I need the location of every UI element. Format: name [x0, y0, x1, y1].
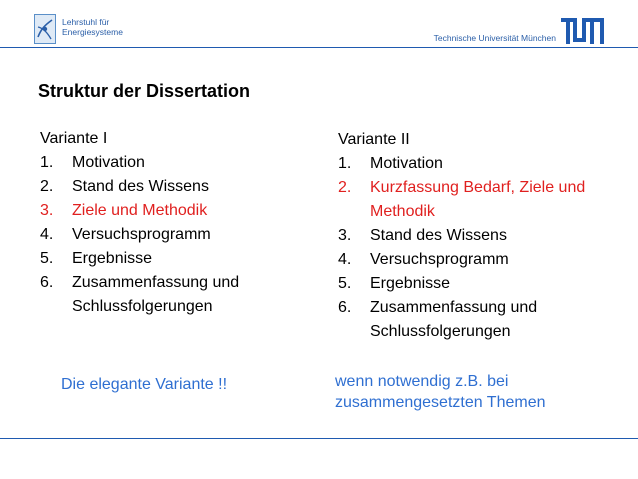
item-text: Versuchsprogramm — [370, 251, 509, 268]
item-number: 2. — [40, 178, 54, 195]
item-number: 4. — [338, 251, 352, 268]
variant-1-note: Die elegante Variante !! — [61, 376, 228, 393]
item-number: 3. — [338, 227, 352, 244]
list-item-highlighted — [38, 199, 308, 223]
list-item — [336, 152, 636, 176]
list-item — [38, 247, 308, 271]
tum-logo-icon — [561, 18, 605, 49]
item-number: 4. — [40, 226, 54, 243]
list-item — [336, 224, 636, 248]
item-text: Versuchsprogramm — [72, 226, 211, 243]
item-number: 5. — [40, 250, 54, 267]
item-text: Zusammenfassung und Schlussfolgerungen — [72, 274, 240, 315]
item-number: 1. — [338, 155, 352, 172]
item-text: Stand des Wissens — [370, 227, 507, 244]
item-number: 3. — [40, 202, 54, 219]
item-text: Ergebnisse — [370, 275, 451, 292]
list-item — [38, 223, 308, 247]
list-item — [336, 272, 636, 296]
variant-2-note: wenn notwendig z.B. bei zusammengesetzten Themen — [335, 373, 546, 411]
item-number: 6. — [40, 274, 54, 291]
slide-title: Struktur der Dissertation — [38, 81, 251, 101]
chair-line-2: Energiesysteme — [62, 27, 123, 37]
item-text: Ziele und Methodik — [72, 202, 208, 219]
item-text: Stand des Wissens — [72, 178, 209, 195]
list-item — [336, 296, 636, 344]
variant-1-heading: Variante I — [40, 130, 108, 147]
variant-2-list — [336, 152, 636, 344]
variant-1-list — [38, 151, 308, 319]
variant-2-heading: Variante II — [338, 131, 410, 148]
university-name: Technische Universität München — [433, 33, 556, 43]
list-item — [38, 151, 308, 175]
item-text: Kurzfassung Bedarf, Ziele und Methodik — [370, 179, 586, 220]
item-number: 5. — [338, 275, 352, 292]
item-number: 6. — [338, 299, 352, 316]
item-number: 1. — [40, 154, 54, 171]
item-text: Motivation — [370, 155, 443, 172]
variant-1-column — [38, 127, 308, 319]
footer-divider — [0, 438, 638, 439]
header-divider — [0, 47, 638, 48]
item-text: Zusammenfassung und Schlussfolgerungen — [370, 299, 538, 340]
variant-2-column — [336, 128, 636, 344]
list-item-highlighted — [336, 176, 636, 224]
list-item — [336, 248, 636, 272]
chair-name — [62, 17, 123, 37]
chair-logo-icon — [34, 14, 56, 44]
item-text: Motivation — [72, 154, 145, 171]
list-item — [38, 271, 308, 319]
item-number: 2. — [338, 179, 352, 196]
chair-line-1: Lehrstuhl für — [62, 17, 110, 27]
list-item — [38, 175, 308, 199]
item-text: Ergebnisse — [72, 250, 153, 267]
